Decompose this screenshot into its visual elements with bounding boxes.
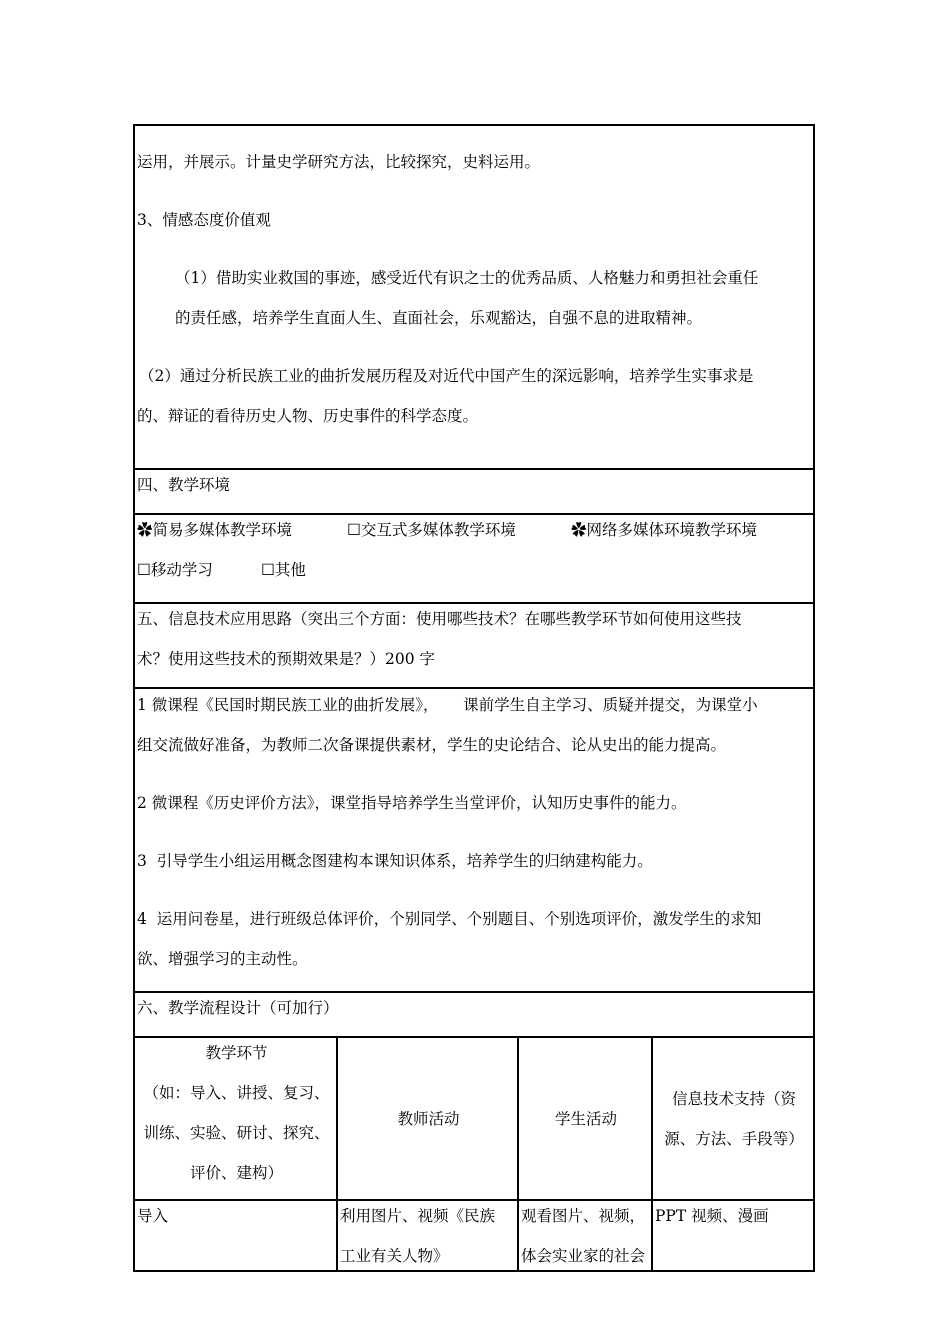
flow-cell-student: 观看图片、视频， 体会实业家的社会	[518, 1200, 652, 1271]
goals-item-1-line-2: 的责任感，培养学生直面人生、直面社会，乐观豁达，自强不息的进取精神。	[175, 309, 703, 327]
goals-item-2-line-1: （2）通过分析民族工业的曲折发展历程及对近代中国产生的深远影响，培养学生实事求是	[139, 367, 754, 385]
it-paragraph-4-line-1: 4 运用问卷星，进行班级总体评价，个别同学、个别题目、个别选项评价，激发学生的求知	[137, 910, 762, 928]
flow-heading-row	[134, 992, 814, 1037]
flower-check-icon: ✿	[571, 521, 587, 539]
flow-header-row	[134, 1037, 814, 1200]
env-option-mobile-learning[interactable]: ☐移动学习	[137, 561, 213, 579]
checkbox-icon: ☐	[137, 561, 151, 579]
col-header-stage: 教学环节 （如：导入、讲授、复习、 训练、实验、研讨、探究、 评价、建构）	[134, 1037, 337, 1200]
it-heading-row	[134, 603, 814, 688]
goals-line: 运用，并展示。计量史学研究方法，比较探究，史料运用。	[137, 153, 541, 171]
env-option-simple-multimedia[interactable]: ✿简易多媒体教学环境	[137, 521, 293, 539]
checkbox-icon: ☐	[261, 561, 275, 579]
flow-cell-stage: 导入	[134, 1200, 337, 1271]
env-option-other[interactable]: ☐其他	[261, 561, 306, 579]
goals-heading-3: 3、情感态度价值观	[137, 211, 271, 229]
it-body-row	[134, 688, 814, 992]
env-option-network-multimedia[interactable]: ✿网络多媒体环境教学环境	[571, 521, 758, 539]
it-paragraph-1-line-2: 组交流做好准备，为教师二次备课提供素材，学生的史论结合、论从史出的能力提高。	[137, 736, 727, 754]
env-options-row	[134, 514, 814, 603]
col-header-teacher: 教师活动	[337, 1037, 518, 1200]
flow-cell-it: PPT 视频、漫画	[652, 1200, 814, 1271]
it-heading-line-1: 五、信息技术应用思路（突出三个方面：使用哪些技术？在哪些教学环节如何使用这些技	[137, 610, 742, 628]
env-heading: 四、教学环境	[137, 476, 231, 494]
flower-check-icon: ✿	[137, 521, 153, 539]
col-header-it: 信息技术支持（资 源、方法、手段等）	[652, 1037, 814, 1200]
it-paragraph-2: 2 微课程《历史评价方法》，课堂指导培养学生当堂评价，认知历史事件的能力。	[137, 794, 687, 812]
checkbox-icon: ☐	[347, 521, 361, 539]
flow-heading: 六、教学流程设计（可加行）	[137, 999, 339, 1017]
it-paragraph-3: 3 引导学生小组运用概念图建构本课知识体系，培养学生的归纳建构能力。	[137, 852, 653, 870]
it-paragraph-4-line-2: 欲、增强学习的主动性。	[137, 950, 308, 968]
goals-item-1-line-1: （1）借助实业救国的事迹，感受近代有识之士的优秀品质、人格魅力和勇担社会重任	[175, 269, 759, 287]
col-header-student: 学生活动	[518, 1037, 652, 1200]
env-heading-row	[134, 469, 814, 514]
flow-cell-teacher: 利用图片、视频《民族 工业有关人物》	[337, 1200, 518, 1271]
it-paragraph-1-line-1: 1 微课程《民国时期民族工业的曲折发展》， 课前学生自主学习、质疑并提交，为课堂小	[137, 696, 758, 714]
goals-item-2-line-2: 的、辩证的看待历史人物、历史事件的科学态度。	[137, 407, 479, 425]
table-row	[134, 1200, 814, 1271]
goals-row	[134, 125, 814, 469]
lesson-plan-table	[133, 124, 815, 1272]
it-heading-line-2: 术？使用这些技术的预期效果是？）200 字	[137, 650, 436, 668]
env-option-interactive-multimedia[interactable]: ☐交互式多媒体教学环境	[347, 521, 516, 539]
